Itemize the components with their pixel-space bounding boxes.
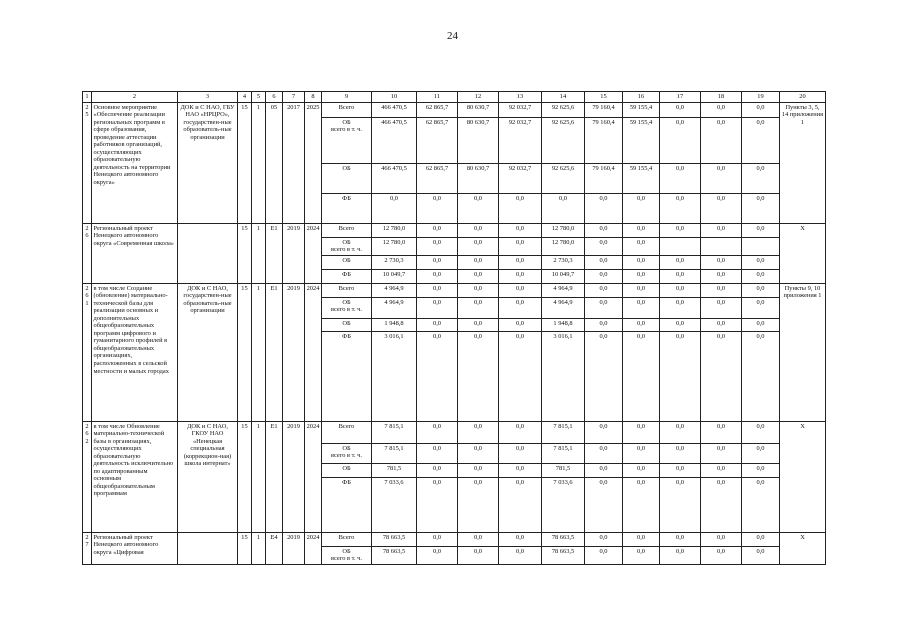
amount-cell: 0,0 — [585, 238, 623, 256]
amount-cell: 0,0 — [417, 478, 458, 533]
amount-cell: 12 780,0 — [372, 224, 417, 238]
amount-cell: 0,0 — [458, 422, 499, 444]
code-c7: 2019 — [283, 224, 305, 284]
amount-cell: 0,0 — [660, 298, 701, 319]
section-number: 2 5 — [83, 103, 92, 224]
funding-source — [322, 118, 372, 164]
funding-source-label: Всего — [338, 422, 355, 430]
code-c5: 1 — [252, 224, 266, 284]
amount-cell: 0,0 — [701, 478, 742, 533]
amount-cell: 0,0 — [623, 464, 660, 478]
code-c8: 2024 — [305, 284, 322, 422]
amount-cell: 80 630,7 — [458, 103, 499, 118]
funding-source-label: ОБ — [342, 319, 351, 327]
amount-cell: 0,0 — [701, 332, 742, 422]
code-c6: E1 — [266, 422, 283, 533]
amount-cell: 0,0 — [660, 194, 701, 224]
funding-source-label: ОБ — [342, 118, 351, 126]
amount-cell: 0,0 — [742, 194, 780, 224]
note: Пункты 3, 5, 14 приложения 1 — [780, 103, 826, 224]
amount-cell: 0,0 — [660, 444, 701, 464]
amount-cell: 0,0 — [499, 298, 542, 319]
amount-cell: 62 865,7 — [417, 103, 458, 118]
funding-source — [322, 270, 372, 284]
funding-source — [322, 332, 372, 422]
amount-cell: 0,0 — [701, 547, 742, 565]
amount-cell: 0,0 — [742, 478, 780, 533]
executor — [178, 224, 238, 284]
amount-cell: 0,0 — [742, 533, 780, 547]
amount-cell: 0,0 — [585, 194, 623, 224]
amount-cell: 0,0 — [742, 284, 780, 298]
funding-source-sub: всего в т. ч. — [331, 246, 362, 254]
funding-source-label: ОБ — [342, 164, 351, 172]
amount-cell: 62 865,7 — [417, 118, 458, 164]
page-number: 24 — [447, 30, 458, 42]
section-number: 2 7 — [83, 533, 92, 565]
amount-cell: 7 033,6 — [372, 478, 417, 533]
code-c7: 2019 — [283, 422, 305, 533]
amount-cell: 4 964,9 — [372, 298, 417, 319]
funding-source-label: ОБ — [342, 464, 351, 472]
funding-source-label: Всего — [338, 224, 355, 232]
amount-cell: 0,0 — [585, 298, 623, 319]
amount-cell: 0,0 — [458, 444, 499, 464]
amount-cell: 0,0 — [499, 533, 542, 547]
column-number: 3 — [178, 92, 238, 103]
amount-cell: 0,0 — [458, 319, 499, 332]
amount-cell: 0,0 — [701, 256, 742, 270]
code-c8: 2024 — [305, 224, 322, 284]
amount-cell: 1 948,8 — [542, 319, 585, 332]
amount-cell: 0,0 — [499, 238, 542, 256]
amount-cell: 59 155,4 — [623, 103, 660, 118]
amount-cell: 0,0 — [417, 224, 458, 238]
amount-cell: 0,0 — [623, 224, 660, 238]
amount-cell: 0,0 — [623, 533, 660, 547]
amount-cell: 0,0 — [499, 444, 542, 464]
amount-cell: 0,0 — [742, 256, 780, 270]
column-numbers-row — [83, 92, 826, 103]
amount-cell: 0,0 — [623, 284, 660, 298]
amount-cell: 0,0 — [742, 298, 780, 319]
section-number: 2 6 — [83, 224, 92, 284]
amount-cell: 92 625,6 — [542, 103, 585, 118]
amount-cell: 0,0 — [742, 332, 780, 422]
column-number: 18 — [701, 92, 742, 103]
funding-source-sub: всего в т. ч. — [331, 126, 362, 134]
amount-cell — [701, 238, 742, 256]
amount-cell: 0,0 — [623, 298, 660, 319]
funding-source — [322, 464, 372, 478]
measure-name: в том числе Создание (обновление) материально-технической базы для реализации основных и дополнительных общеобразовательных программ цифрового и гуманитарного профилей в общеобразовательных организациях, расположенных в сельской местности и малых городах — [92, 284, 178, 422]
amount-cell: 0,0 — [660, 224, 701, 238]
amount-cell: 0,0 — [660, 118, 701, 164]
amount-cell: 0,0 — [372, 194, 417, 224]
amount-cell: 0,0 — [458, 332, 499, 422]
amount-cell: 0,0 — [585, 422, 623, 444]
code-c5: 1 — [252, 422, 266, 533]
code-c6: E4 — [266, 533, 283, 565]
amount-cell: 7 815,1 — [542, 422, 585, 444]
amount-cell: 10 049,7 — [542, 270, 585, 284]
amount-cell: 0,0 — [417, 270, 458, 284]
amount-cell: 0,0 — [660, 256, 701, 270]
section-number: 2 6 1 — [83, 284, 92, 422]
amount-cell: 0,0 — [701, 284, 742, 298]
amount-cell: 3 016,1 — [542, 332, 585, 422]
amount-cell: 0,0 — [660, 103, 701, 118]
amount-cell: 0,0 — [458, 533, 499, 547]
funding-source — [322, 194, 372, 224]
code-c4: 15 — [238, 103, 252, 224]
funding-source — [322, 256, 372, 270]
funding-source — [322, 478, 372, 533]
code-c5: 1 — [252, 103, 266, 224]
amount-cell: 0,0 — [542, 194, 585, 224]
amount-cell: 0,0 — [660, 478, 701, 533]
funding-source — [322, 319, 372, 332]
amount-cell: 0,0 — [660, 464, 701, 478]
funding-source-sub: всего в т. ч. — [331, 306, 362, 314]
amount-cell: 92 032,7 — [499, 164, 542, 194]
code-c8: 2025 — [305, 103, 322, 224]
amount-cell: 0,0 — [458, 238, 499, 256]
funding-source — [322, 103, 372, 118]
amount-cell: 0,0 — [701, 194, 742, 224]
amount-cell: 0,0 — [585, 547, 623, 565]
amount-cell: 0,0 — [417, 332, 458, 422]
measure-name: в том числе Обновление материально-технической базы в организациях, осуществляющих образовательную деятельность исключительно по адаптированным основным общеобразовательным программам — [92, 422, 178, 533]
funding-source-label: Всего — [338, 284, 355, 292]
amount-cell: 0,0 — [417, 464, 458, 478]
amount-cell: 0,0 — [499, 270, 542, 284]
amount-cell — [742, 238, 780, 256]
code-c5: 1 — [252, 533, 266, 565]
amount-cell: 0,0 — [499, 194, 542, 224]
amount-cell: 0,0 — [417, 238, 458, 256]
amount-cell: 2 730,3 — [372, 256, 417, 270]
column-number: 17 — [660, 92, 701, 103]
note: Х — [780, 422, 826, 533]
code-c7: 2019 — [283, 284, 305, 422]
code-c4: 15 — [238, 284, 252, 422]
code-c7: 2017 — [283, 103, 305, 224]
code-c4: 15 — [238, 422, 252, 533]
amount-cell: 0,0 — [417, 319, 458, 332]
amount-cell: 0,0 — [585, 256, 623, 270]
amount-cell: 0,0 — [623, 422, 660, 444]
amount-cell: 0,0 — [417, 256, 458, 270]
amount-cell: 0,0 — [701, 103, 742, 118]
amount-cell: 0,0 — [585, 533, 623, 547]
amount-cell: 92 625,6 — [542, 118, 585, 164]
amount-cell: 59 155,4 — [623, 118, 660, 164]
amount-cell: 0,0 — [499, 332, 542, 422]
column-number: 19 — [742, 92, 780, 103]
measure-name: Региональный проект Ненецкого автономного округа «Цифровая — [92, 533, 178, 565]
executor — [178, 533, 238, 565]
amount-cell: 0,0 — [701, 422, 742, 444]
amount-cell: 12 780,0 — [542, 224, 585, 238]
funding-source-label: ОБ — [342, 298, 351, 306]
amount-cell: 80 630,7 — [458, 118, 499, 164]
table-row — [83, 533, 826, 547]
column-number: 13 — [499, 92, 542, 103]
amount-cell: 0,0 — [585, 319, 623, 332]
column-number: 10 — [372, 92, 417, 103]
amount-cell: 92 032,7 — [499, 103, 542, 118]
code-c7: 2019 — [283, 533, 305, 565]
amount-cell: 0,0 — [417, 298, 458, 319]
amount-cell: 0,0 — [499, 547, 542, 565]
code-c4: 15 — [238, 533, 252, 565]
executor: ДОК и С НАО, ГБУ НАО «НРЦРО», государствен-ные образователь-ные организации — [178, 103, 238, 224]
amount-cell: 0,0 — [701, 444, 742, 464]
amount-cell: 0,0 — [417, 194, 458, 224]
funding-source — [322, 238, 372, 256]
funding-source — [322, 533, 372, 547]
column-number: 20 — [780, 92, 826, 103]
table-row — [83, 422, 826, 444]
column-number: 8 — [305, 92, 322, 103]
funding-source-label: ФБ — [342, 194, 351, 202]
amount-cell: 0,0 — [585, 478, 623, 533]
amount-cell: 0,0 — [701, 464, 742, 478]
amount-cell: 0,0 — [585, 224, 623, 238]
amount-cell: 0,0 — [660, 422, 701, 444]
amount-cell: 10 049,7 — [372, 270, 417, 284]
code-c6: 05 — [266, 103, 283, 224]
amount-cell: 781,5 — [542, 464, 585, 478]
column-number: 2 — [92, 92, 178, 103]
amount-cell: 0,0 — [742, 164, 780, 194]
amount-cell: 0,0 — [499, 464, 542, 478]
amount-cell: 0,0 — [701, 118, 742, 164]
amount-cell: 466 470,5 — [372, 103, 417, 118]
funding-source-label: ОБ — [342, 238, 351, 246]
amount-cell: 0,0 — [742, 422, 780, 444]
amount-cell: 0,0 — [623, 256, 660, 270]
amount-cell: 0,0 — [458, 298, 499, 319]
amount-cell: 0,0 — [458, 270, 499, 284]
amount-cell: 0,0 — [660, 319, 701, 332]
amount-cell: 78 663,5 — [542, 533, 585, 547]
amount-cell: 62 865,7 — [417, 164, 458, 194]
column-number: 16 — [623, 92, 660, 103]
amount-cell — [660, 238, 701, 256]
amount-cell: 0,0 — [417, 422, 458, 444]
column-number: 12 — [458, 92, 499, 103]
column-number: 14 — [542, 92, 585, 103]
amount-cell: 0,0 — [585, 270, 623, 284]
funding-source-label: ФБ — [342, 332, 351, 340]
column-number: 9 — [322, 92, 372, 103]
amount-cell: 0,0 — [623, 444, 660, 464]
code-c8: 2024 — [305, 422, 322, 533]
amount-cell: 781,5 — [372, 464, 417, 478]
table-row — [83, 284, 826, 298]
budget-table — [82, 91, 826, 565]
amount-cell: 0,0 — [585, 284, 623, 298]
column-number: 5 — [252, 92, 266, 103]
funding-source — [322, 444, 372, 464]
amount-cell: 0,0 — [660, 332, 701, 422]
amount-cell: 0,0 — [742, 464, 780, 478]
amount-cell: 0,0 — [417, 547, 458, 565]
column-number: 1 — [83, 92, 92, 103]
amount-cell: 80 630,7 — [458, 164, 499, 194]
amount-cell: 0,0 — [417, 533, 458, 547]
amount-cell: 0,0 — [585, 464, 623, 478]
amount-cell: 0,0 — [742, 103, 780, 118]
amount-cell: 0,0 — [458, 284, 499, 298]
table-row — [83, 224, 826, 238]
amount-cell: 0,0 — [623, 547, 660, 565]
funding-source-label: ОБ — [342, 256, 351, 264]
amount-cell: 0,0 — [499, 224, 542, 238]
funding-source-sub: всего в т. ч. — [331, 452, 362, 460]
amount-cell: 0,0 — [585, 332, 623, 422]
amount-cell: 0,0 — [742, 547, 780, 565]
amount-cell: 79 160,4 — [585, 118, 623, 164]
amount-cell: 2 730,3 — [542, 256, 585, 270]
amount-cell: 0,0 — [742, 444, 780, 464]
amount-cell: 0,0 — [742, 118, 780, 164]
amount-cell: 7 033,6 — [542, 478, 585, 533]
executor: ДОК и С НАО, государствен-ные образователь-ные организации — [178, 284, 238, 422]
amount-cell: 0,0 — [458, 547, 499, 565]
amount-cell: 0,0 — [623, 332, 660, 422]
measure-name: Основное мероприятие «Обеспечение реализации региональных программ в сфере образования, проведение аттестации работников организаций, осуществляющих образовательную деятельность на территории Ненецкого автономного округа» — [92, 103, 178, 224]
funding-source — [322, 284, 372, 298]
amount-cell: 0,0 — [660, 284, 701, 298]
amount-cell: 79 160,4 — [585, 164, 623, 194]
amount-cell: 79 160,4 — [585, 103, 623, 118]
amount-cell: 0,0 — [623, 478, 660, 533]
amount-cell: 0,0 — [742, 224, 780, 238]
amount-cell: 0,0 — [701, 164, 742, 194]
funding-source-label: Всего — [338, 533, 355, 541]
funding-source — [322, 298, 372, 319]
amount-cell: 0,0 — [585, 444, 623, 464]
amount-cell: 59 155,4 — [623, 164, 660, 194]
amount-cell: 0,0 — [417, 444, 458, 464]
code-c6: E1 — [266, 284, 283, 422]
column-number: 7 — [283, 92, 305, 103]
amount-cell: 92 032,7 — [499, 118, 542, 164]
amount-cell: 0,0 — [458, 464, 499, 478]
code-c4: 15 — [238, 224, 252, 284]
funding-source-sub: всего в т. ч. — [331, 555, 362, 563]
amount-cell: 0,0 — [701, 319, 742, 332]
amount-cell: 7 815,1 — [542, 444, 585, 464]
column-number: 4 — [238, 92, 252, 103]
amount-cell: 0,0 — [458, 224, 499, 238]
executor: ДОК и С НАО, ГКОУ НАО «Ненецкая специальная (коррекцион-ная) школа интернат» — [178, 422, 238, 533]
amount-cell: 0,0 — [458, 478, 499, 533]
amount-cell: 0,0 — [660, 164, 701, 194]
table-row — [83, 103, 826, 118]
funding-source-label: Всего — [338, 103, 355, 111]
amount-cell: 0,0 — [623, 194, 660, 224]
amount-cell: 0,0 — [701, 298, 742, 319]
amount-cell: 3 016,1 — [372, 332, 417, 422]
amount-cell: 0,0 — [701, 270, 742, 284]
amount-cell: 0,0 — [623, 319, 660, 332]
amount-cell: 0,0 — [742, 270, 780, 284]
code-c8: 2024 — [305, 533, 322, 565]
code-c6: E1 — [266, 224, 283, 284]
amount-cell: 0,0 — [623, 238, 660, 256]
amount-cell: 0,0 — [660, 270, 701, 284]
measure-name: Региональный проект Ненецкого автономного округа «Современная школа» — [92, 224, 178, 284]
funding-source-label: ОБ — [342, 444, 351, 452]
amount-cell: 0,0 — [742, 319, 780, 332]
amount-cell: 7 815,1 — [372, 422, 417, 444]
amount-cell: 0,0 — [623, 270, 660, 284]
column-number: 15 — [585, 92, 623, 103]
amount-cell: 78 663,5 — [372, 533, 417, 547]
amount-cell: 4 964,9 — [542, 284, 585, 298]
section-number: 2 6 2 — [83, 422, 92, 533]
amount-cell: 0,0 — [701, 224, 742, 238]
amount-cell: 466 470,5 — [372, 164, 417, 194]
amount-cell: 0,0 — [499, 422, 542, 444]
amount-cell: 92 625,6 — [542, 164, 585, 194]
table-body — [83, 92, 826, 565]
amount-cell: 4 964,9 — [372, 284, 417, 298]
amount-cell: 0,0 — [499, 284, 542, 298]
amount-cell: 7 815,1 — [372, 444, 417, 464]
amount-cell: 4 964,9 — [542, 298, 585, 319]
funding-source-label: ФБ — [342, 478, 351, 486]
amount-cell: 0,0 — [660, 547, 701, 565]
amount-cell: 78 663,5 — [372, 547, 417, 565]
note: Пункты 9, 10 приложения 1 — [780, 284, 826, 422]
amount-cell: 78 663,5 — [542, 547, 585, 565]
amount-cell: 12 780,0 — [542, 238, 585, 256]
funding-source-label: ОБ — [342, 547, 351, 555]
column-number: 11 — [417, 92, 458, 103]
amount-cell: 0,0 — [458, 256, 499, 270]
amount-cell: 0,0 — [458, 194, 499, 224]
amount-cell: 0,0 — [499, 478, 542, 533]
funding-source — [322, 422, 372, 444]
amount-cell: 0,0 — [417, 284, 458, 298]
amount-cell: 0,0 — [660, 533, 701, 547]
code-c5: 1 — [252, 284, 266, 422]
note: Х — [780, 533, 826, 565]
amount-cell: 1 948,8 — [372, 319, 417, 332]
column-number: 6 — [266, 92, 283, 103]
funding-source — [322, 224, 372, 238]
funding-source — [322, 547, 372, 565]
amount-cell: 0,0 — [701, 533, 742, 547]
amount-cell: 466 470,5 — [372, 118, 417, 164]
amount-cell: 12 780,0 — [372, 238, 417, 256]
amount-cell: 0,0 — [499, 319, 542, 332]
amount-cell: 0,0 — [499, 256, 542, 270]
funding-source — [322, 164, 372, 194]
funding-source-label: ФБ — [342, 270, 351, 278]
note: Х — [780, 224, 826, 284]
